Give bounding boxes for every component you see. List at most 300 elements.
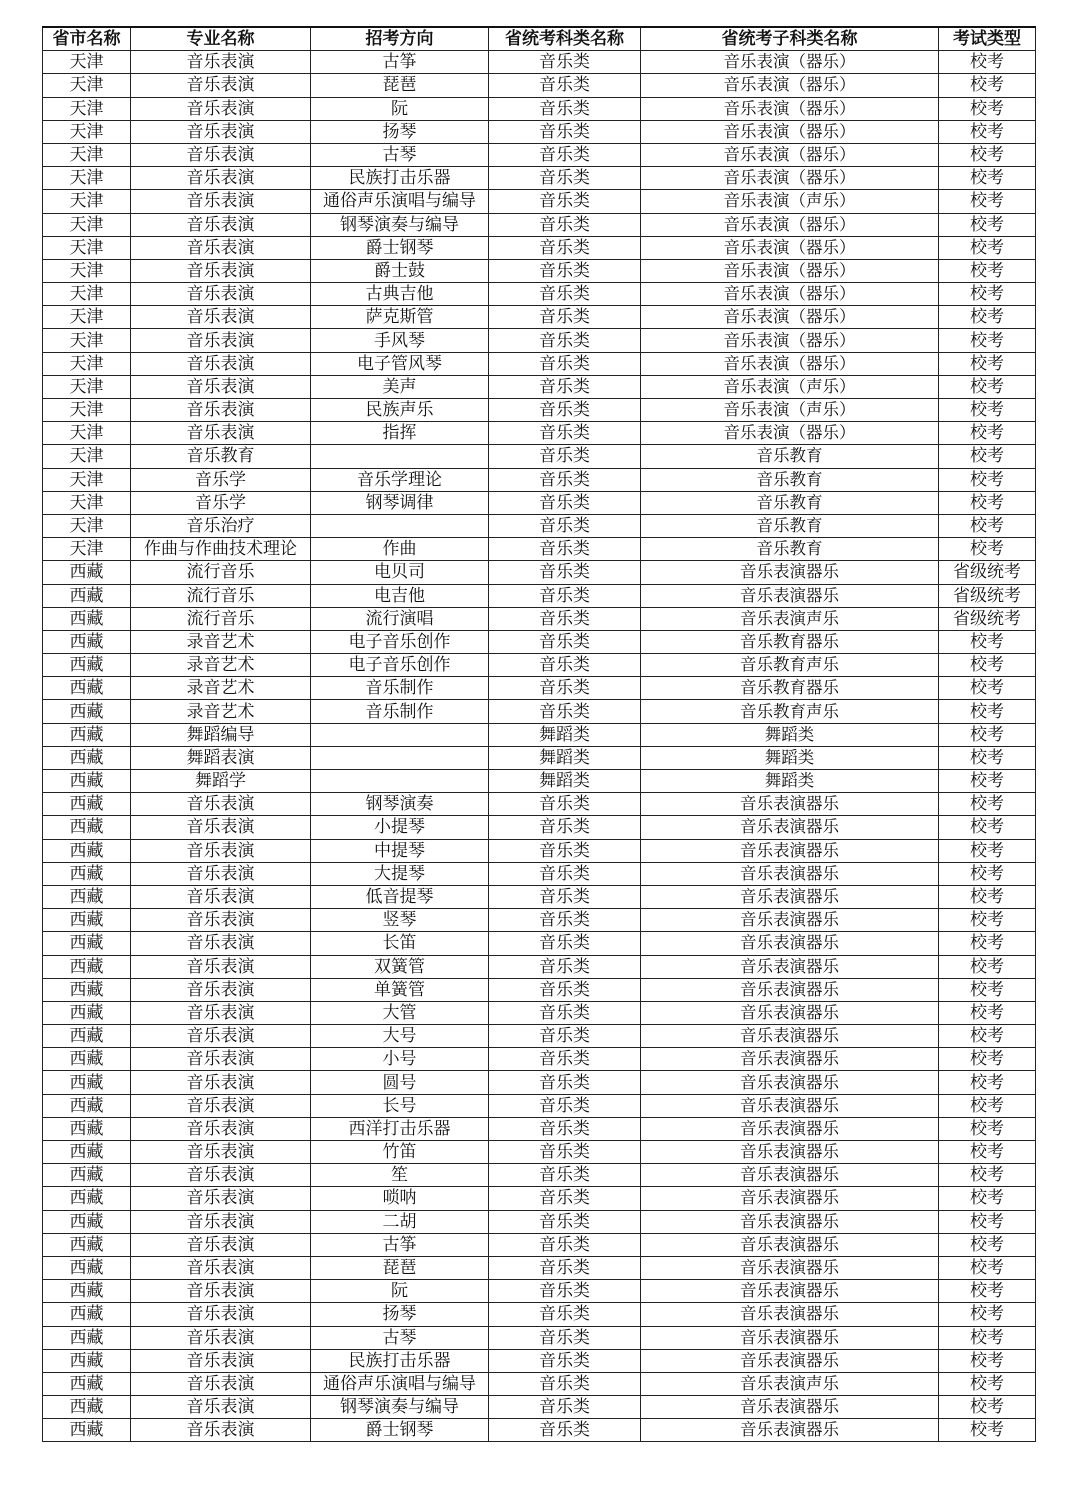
cell-exam-type: 校考 <box>939 1164 1036 1187</box>
cell-exam-type: 校考 <box>939 422 1036 445</box>
cell-direction: 大提琴 <box>311 862 489 885</box>
cell-subcategory: 音乐表演声乐 <box>641 607 939 630</box>
cell-subcategory: 音乐表演器乐 <box>641 1233 939 1256</box>
cell-subcategory: 音乐表演器乐 <box>641 1117 939 1140</box>
cell-province: 天津 <box>43 236 131 259</box>
cell-major: 流行音乐 <box>131 607 311 630</box>
table-row <box>43 1094 1036 1117</box>
table-row <box>43 352 1036 375</box>
cell-direction: 西洋打击乐器 <box>311 1117 489 1140</box>
cell-major: 流行音乐 <box>131 584 311 607</box>
cell-category: 音乐类 <box>489 375 641 398</box>
cell-direction: 古筝 <box>311 51 489 74</box>
cell-exam-type: 校考 <box>939 375 1036 398</box>
table-row <box>43 514 1036 537</box>
cell-province: 天津 <box>43 213 131 236</box>
cell-province: 西藏 <box>43 1419 131 1442</box>
table-row <box>43 120 1036 143</box>
cell-subcategory: 音乐表演器乐 <box>641 1025 939 1048</box>
cell-exam-type: 校考 <box>939 955 1036 978</box>
cell-category: 音乐类 <box>489 190 641 213</box>
cell-major: 舞蹈表演 <box>131 746 311 769</box>
cell-exam-type: 校考 <box>939 283 1036 306</box>
cell-province: 西藏 <box>43 1303 131 1326</box>
cell-category: 音乐类 <box>489 329 641 352</box>
cell-exam-type: 校考 <box>939 491 1036 514</box>
cell-subcategory: 音乐表演（器乐） <box>641 213 939 236</box>
cell-category: 音乐类 <box>489 1419 641 1442</box>
cell-major: 音乐表演 <box>131 1233 311 1256</box>
cell-major: 音乐表演 <box>131 839 311 862</box>
cell-exam-type: 校考 <box>939 1280 1036 1303</box>
cell-category: 音乐类 <box>489 1256 641 1279</box>
table-row <box>43 607 1036 630</box>
cell-province: 天津 <box>43 468 131 491</box>
table-row <box>43 862 1036 885</box>
cell-province: 西藏 <box>43 561 131 584</box>
cell-major: 音乐表演 <box>131 97 311 120</box>
cell-category: 音乐类 <box>489 1303 641 1326</box>
cell-province: 西藏 <box>43 1025 131 1048</box>
cell-category: 音乐类 <box>489 978 641 1001</box>
cell-direction: 爵士钢琴 <box>311 236 489 259</box>
cell-direction: 小号 <box>311 1048 489 1071</box>
cell-major: 录音艺术 <box>131 654 311 677</box>
cell-subcategory: 音乐教育 <box>641 538 939 561</box>
table-row <box>43 1071 1036 1094</box>
cell-subcategory: 音乐教育 <box>641 468 939 491</box>
cell-exam-type: 校考 <box>939 677 1036 700</box>
cell-category: 舞蹈类 <box>489 723 641 746</box>
cell-major: 音乐表演 <box>131 816 311 839</box>
cell-exam-type: 校考 <box>939 538 1036 561</box>
cell-exam-type: 校考 <box>939 167 1036 190</box>
cell-direction: 音乐制作 <box>311 700 489 723</box>
cell-subcategory: 音乐表演器乐 <box>641 1349 939 1372</box>
cell-major: 音乐表演 <box>131 236 311 259</box>
cell-direction: 民族声乐 <box>311 399 489 422</box>
cell-category: 音乐类 <box>489 677 641 700</box>
cell-direction: 爵士钢琴 <box>311 1419 489 1442</box>
cell-subcategory: 音乐教育 <box>641 445 939 468</box>
table-row <box>43 259 1036 282</box>
cell-province: 西藏 <box>43 816 131 839</box>
cell-exam-type: 校考 <box>939 1141 1036 1164</box>
table-row <box>43 700 1036 723</box>
cell-subcategory: 音乐表演声乐 <box>641 1372 939 1395</box>
cell-province: 西藏 <box>43 1187 131 1210</box>
cell-major: 音乐表演 <box>131 1001 311 1024</box>
cell-major: 音乐表演 <box>131 213 311 236</box>
cell-subcategory: 音乐表演（器乐） <box>641 329 939 352</box>
cell-category: 音乐类 <box>489 1048 641 1071</box>
cell-province: 西藏 <box>43 1233 131 1256</box>
cell-major: 音乐表演 <box>131 120 311 143</box>
table-row <box>43 97 1036 120</box>
cell-direction: 唢呐 <box>311 1187 489 1210</box>
cell-subcategory: 音乐表演器乐 <box>641 862 939 885</box>
cell-subcategory: 音乐表演器乐 <box>641 1001 939 1024</box>
cell-exam-type: 校考 <box>939 723 1036 746</box>
cell-province: 天津 <box>43 190 131 213</box>
cell-province: 西藏 <box>43 1372 131 1395</box>
cell-subcategory: 音乐教育 <box>641 514 939 537</box>
cell-direction: 萨克斯管 <box>311 306 489 329</box>
cell-direction: 扬琴 <box>311 120 489 143</box>
table-row <box>43 885 1036 908</box>
cell-province: 西藏 <box>43 607 131 630</box>
cell-major: 音乐表演 <box>131 909 311 932</box>
cell-exam-type: 校考 <box>939 1396 1036 1419</box>
table-row <box>43 236 1036 259</box>
cell-province: 西藏 <box>43 1326 131 1349</box>
cell-subcategory: 音乐表演（器乐） <box>641 74 939 97</box>
cell-direction: 大管 <box>311 1001 489 1024</box>
cell-exam-type: 校考 <box>939 1372 1036 1395</box>
header-exam-type: 考试类型 <box>939 27 1036 51</box>
cell-exam-type: 校考 <box>939 74 1036 97</box>
cell-direction: 通俗声乐演唱与编导 <box>311 1372 489 1395</box>
table-row <box>43 538 1036 561</box>
cell-province: 西藏 <box>43 909 131 932</box>
cell-direction: 手风琴 <box>311 329 489 352</box>
table-row <box>43 491 1036 514</box>
table-row <box>43 630 1036 653</box>
table-row <box>43 74 1036 97</box>
table-row <box>43 1280 1036 1303</box>
cell-category: 音乐类 <box>489 885 641 908</box>
cell-direction: 音乐制作 <box>311 677 489 700</box>
table-row <box>43 816 1036 839</box>
table-row <box>43 1048 1036 1071</box>
cell-major: 音乐表演 <box>131 283 311 306</box>
cell-major: 音乐学 <box>131 468 311 491</box>
cell-direction: 双簧管 <box>311 955 489 978</box>
table-row <box>43 190 1036 213</box>
cell-direction: 扬琴 <box>311 1303 489 1326</box>
cell-province: 西藏 <box>43 654 131 677</box>
table-row <box>43 1141 1036 1164</box>
cell-province: 西藏 <box>43 862 131 885</box>
cell-major: 录音艺术 <box>131 677 311 700</box>
cell-exam-type: 校考 <box>939 839 1036 862</box>
table-row <box>43 1419 1036 1442</box>
cell-category: 音乐类 <box>489 1187 641 1210</box>
cell-subcategory: 音乐表演器乐 <box>641 955 939 978</box>
cell-major: 音乐表演 <box>131 1326 311 1349</box>
cell-major: 音乐表演 <box>131 329 311 352</box>
table-row <box>43 746 1036 769</box>
table-row <box>43 399 1036 422</box>
cell-category: 音乐类 <box>489 306 641 329</box>
table-row <box>43 445 1036 468</box>
cell-category: 音乐类 <box>489 167 641 190</box>
header-direction: 招考方向 <box>311 27 489 51</box>
cell-province: 西藏 <box>43 584 131 607</box>
cell-category: 音乐类 <box>489 561 641 584</box>
cell-direction: 爵士鼓 <box>311 259 489 282</box>
cell-exam-type: 校考 <box>939 468 1036 491</box>
cell-province: 西藏 <box>43 1280 131 1303</box>
cell-exam-type: 校考 <box>939 213 1036 236</box>
cell-category: 音乐类 <box>489 491 641 514</box>
header-row <box>43 27 1036 51</box>
cell-province: 西藏 <box>43 1164 131 1187</box>
cell-category: 音乐类 <box>489 654 641 677</box>
cell-exam-type: 校考 <box>939 514 1036 537</box>
cell-major: 录音艺术 <box>131 630 311 653</box>
cell-province: 西藏 <box>43 932 131 955</box>
table-row <box>43 1187 1036 1210</box>
cell-direction: 电子管风琴 <box>311 352 489 375</box>
cell-category: 舞蹈类 <box>489 770 641 793</box>
cell-major: 音乐教育 <box>131 445 311 468</box>
cell-major: 音乐表演 <box>131 1256 311 1279</box>
table-row <box>43 1303 1036 1326</box>
cell-subcategory: 音乐表演器乐 <box>641 561 939 584</box>
cell-direction: 竖琴 <box>311 909 489 932</box>
cell-exam-type: 校考 <box>939 654 1036 677</box>
cell-subcategory: 舞蹈类 <box>641 770 939 793</box>
cell-province: 天津 <box>43 491 131 514</box>
cell-exam-type: 省级统考 <box>939 607 1036 630</box>
cell-subcategory: 音乐表演（器乐） <box>641 422 939 445</box>
cell-province: 西藏 <box>43 1210 131 1233</box>
cell-province: 西藏 <box>43 793 131 816</box>
cell-exam-type: 校考 <box>939 399 1036 422</box>
cell-province: 西藏 <box>43 1094 131 1117</box>
cell-subcategory: 音乐表演器乐 <box>641 1419 939 1442</box>
cell-major: 音乐表演 <box>131 1419 311 1442</box>
table-row <box>43 723 1036 746</box>
cell-category: 音乐类 <box>489 97 641 120</box>
cell-exam-type: 校考 <box>939 630 1036 653</box>
cell-exam-type: 校考 <box>939 352 1036 375</box>
cell-direction <box>311 445 489 468</box>
cell-direction: 竹笛 <box>311 1141 489 1164</box>
cell-subcategory: 音乐表演（器乐） <box>641 120 939 143</box>
cell-subcategory: 音乐表演（器乐） <box>641 283 939 306</box>
cell-major: 音乐表演 <box>131 1025 311 1048</box>
cell-direction: 流行演唱 <box>311 607 489 630</box>
table-row <box>43 654 1036 677</box>
cell-major: 音乐表演 <box>131 1094 311 1117</box>
cell-category: 音乐类 <box>489 259 641 282</box>
cell-major: 音乐表演 <box>131 143 311 166</box>
cell-subcategory: 音乐表演器乐 <box>641 839 939 862</box>
cell-category: 音乐类 <box>489 584 641 607</box>
cell-direction: 长笛 <box>311 932 489 955</box>
cell-exam-type: 校考 <box>939 746 1036 769</box>
cell-direction: 钢琴演奏与编导 <box>311 213 489 236</box>
cell-category: 音乐类 <box>489 143 641 166</box>
cell-category: 音乐类 <box>489 955 641 978</box>
table-row <box>43 561 1036 584</box>
table-row <box>43 1326 1036 1349</box>
cell-subcategory: 音乐表演器乐 <box>641 584 939 607</box>
cell-subcategory: 音乐表演（声乐） <box>641 375 939 398</box>
cell-exam-type: 校考 <box>939 1094 1036 1117</box>
cell-category: 音乐类 <box>489 862 641 885</box>
cell-exam-type: 校考 <box>939 120 1036 143</box>
cell-category: 音乐类 <box>489 514 641 537</box>
cell-exam-type: 校考 <box>939 862 1036 885</box>
cell-direction: 民族打击乐器 <box>311 167 489 190</box>
cell-subcategory: 音乐教育器乐 <box>641 630 939 653</box>
cell-subcategory: 音乐表演（器乐） <box>641 143 939 166</box>
table-body <box>43 51 1036 1442</box>
cell-province: 天津 <box>43 51 131 74</box>
table-row <box>43 1396 1036 1419</box>
cell-subcategory: 音乐表演器乐 <box>641 1048 939 1071</box>
cell-category: 音乐类 <box>489 445 641 468</box>
cell-subcategory: 音乐表演器乐 <box>641 885 939 908</box>
cell-category: 音乐类 <box>489 700 641 723</box>
cell-subcategory: 音乐表演器乐 <box>641 1187 939 1210</box>
cell-province: 西藏 <box>43 1071 131 1094</box>
cell-major: 音乐表演 <box>131 51 311 74</box>
cell-major: 音乐表演 <box>131 259 311 282</box>
cell-subcategory: 音乐表演器乐 <box>641 1256 939 1279</box>
cell-category: 音乐类 <box>489 213 641 236</box>
header-subcategory: 省统考子科类名称 <box>641 27 939 51</box>
cell-major: 音乐表演 <box>131 1303 311 1326</box>
cell-major: 音乐表演 <box>131 422 311 445</box>
cell-major: 音乐表演 <box>131 399 311 422</box>
cell-province: 天津 <box>43 538 131 561</box>
table-row <box>43 51 1036 74</box>
table-row <box>43 306 1036 329</box>
cell-direction: 单簧管 <box>311 978 489 1001</box>
cell-subcategory: 音乐表演器乐 <box>641 1071 939 1094</box>
cell-direction <box>311 746 489 769</box>
cell-exam-type: 校考 <box>939 236 1036 259</box>
cell-direction: 二胡 <box>311 1210 489 1233</box>
cell-major: 音乐表演 <box>131 1164 311 1187</box>
cell-major: 音乐表演 <box>131 306 311 329</box>
admissions-table <box>42 26 1036 1442</box>
cell-province: 西藏 <box>43 1396 131 1419</box>
cell-province: 西藏 <box>43 723 131 746</box>
cell-province: 西藏 <box>43 955 131 978</box>
cell-category: 音乐类 <box>489 1117 641 1140</box>
cell-direction <box>311 514 489 537</box>
table-row <box>43 1001 1036 1024</box>
cell-exam-type: 省级统考 <box>939 584 1036 607</box>
table-row <box>43 167 1036 190</box>
cell-category: 音乐类 <box>489 1141 641 1164</box>
cell-category: 音乐类 <box>489 607 641 630</box>
cell-exam-type: 校考 <box>939 1187 1036 1210</box>
cell-province: 天津 <box>43 120 131 143</box>
table-row <box>43 1372 1036 1395</box>
cell-subcategory: 音乐表演（声乐） <box>641 190 939 213</box>
cell-subcategory: 音乐表演器乐 <box>641 793 939 816</box>
cell-exam-type: 校考 <box>939 306 1036 329</box>
cell-province: 天津 <box>43 283 131 306</box>
cell-exam-type: 校考 <box>939 816 1036 839</box>
cell-category: 音乐类 <box>489 1280 641 1303</box>
cell-province: 天津 <box>43 306 131 329</box>
table-header <box>43 27 1036 51</box>
cell-category: 音乐类 <box>489 1094 641 1117</box>
cell-direction: 圆号 <box>311 1071 489 1094</box>
cell-major: 音乐表演 <box>131 1280 311 1303</box>
cell-province: 西藏 <box>43 978 131 1001</box>
cell-major: 作曲与作曲技术理论 <box>131 538 311 561</box>
cell-subcategory: 舞蹈类 <box>641 723 939 746</box>
cell-subcategory: 音乐表演器乐 <box>641 1094 939 1117</box>
cell-major: 音乐表演 <box>131 375 311 398</box>
cell-direction: 电贝司 <box>311 561 489 584</box>
cell-subcategory: 舞蹈类 <box>641 746 939 769</box>
cell-direction: 通俗声乐演唱与编导 <box>311 190 489 213</box>
cell-subcategory: 音乐表演器乐 <box>641 1326 939 1349</box>
cell-province: 西藏 <box>43 885 131 908</box>
cell-province: 天津 <box>43 74 131 97</box>
header-province: 省市名称 <box>43 27 131 51</box>
cell-subcategory: 音乐表演（器乐） <box>641 259 939 282</box>
cell-province: 天津 <box>43 97 131 120</box>
cell-major: 音乐表演 <box>131 190 311 213</box>
table-row <box>43 932 1036 955</box>
cell-major: 音乐表演 <box>131 1048 311 1071</box>
cell-exam-type: 省级统考 <box>939 561 1036 584</box>
table-row <box>43 1256 1036 1279</box>
cell-exam-type: 校考 <box>939 1048 1036 1071</box>
cell-category: 音乐类 <box>489 1164 641 1187</box>
cell-province: 西藏 <box>43 1349 131 1372</box>
cell-category: 音乐类 <box>489 538 641 561</box>
cell-major: 音乐表演 <box>131 352 311 375</box>
cell-category: 音乐类 <box>489 909 641 932</box>
cell-category: 音乐类 <box>489 74 641 97</box>
cell-exam-type: 校考 <box>939 97 1036 120</box>
cell-exam-type: 校考 <box>939 1256 1036 1279</box>
cell-exam-type: 校考 <box>939 793 1036 816</box>
cell-major: 音乐治疗 <box>131 514 311 537</box>
cell-direction: 美声 <box>311 375 489 398</box>
cell-exam-type: 校考 <box>939 932 1036 955</box>
cell-major: 音乐表演 <box>131 1396 311 1419</box>
table-row <box>43 1117 1036 1140</box>
cell-major: 音乐表演 <box>131 955 311 978</box>
table-row <box>43 422 1036 445</box>
cell-direction: 作曲 <box>311 538 489 561</box>
cell-direction: 大号 <box>311 1025 489 1048</box>
cell-subcategory: 音乐表演（器乐） <box>641 306 939 329</box>
cell-direction: 中提琴 <box>311 839 489 862</box>
cell-direction: 小提琴 <box>311 816 489 839</box>
cell-province: 天津 <box>43 329 131 352</box>
cell-category: 音乐类 <box>489 1025 641 1048</box>
cell-exam-type: 校考 <box>939 329 1036 352</box>
cell-exam-type: 校考 <box>939 1326 1036 1349</box>
cell-major: 音乐表演 <box>131 978 311 1001</box>
cell-province: 天津 <box>43 514 131 537</box>
cell-province: 天津 <box>43 143 131 166</box>
table-row <box>43 978 1036 1001</box>
header-major: 专业名称 <box>131 27 311 51</box>
cell-direction: 民族打击乐器 <box>311 1349 489 1372</box>
cell-exam-type: 校考 <box>939 1025 1036 1048</box>
cell-category: 音乐类 <box>489 1396 641 1419</box>
cell-subcategory: 音乐表演（器乐） <box>641 51 939 74</box>
cell-major: 音乐表演 <box>131 1117 311 1140</box>
cell-exam-type: 校考 <box>939 885 1036 908</box>
cell-subcategory: 音乐表演器乐 <box>641 1280 939 1303</box>
cell-direction: 长号 <box>311 1094 489 1117</box>
